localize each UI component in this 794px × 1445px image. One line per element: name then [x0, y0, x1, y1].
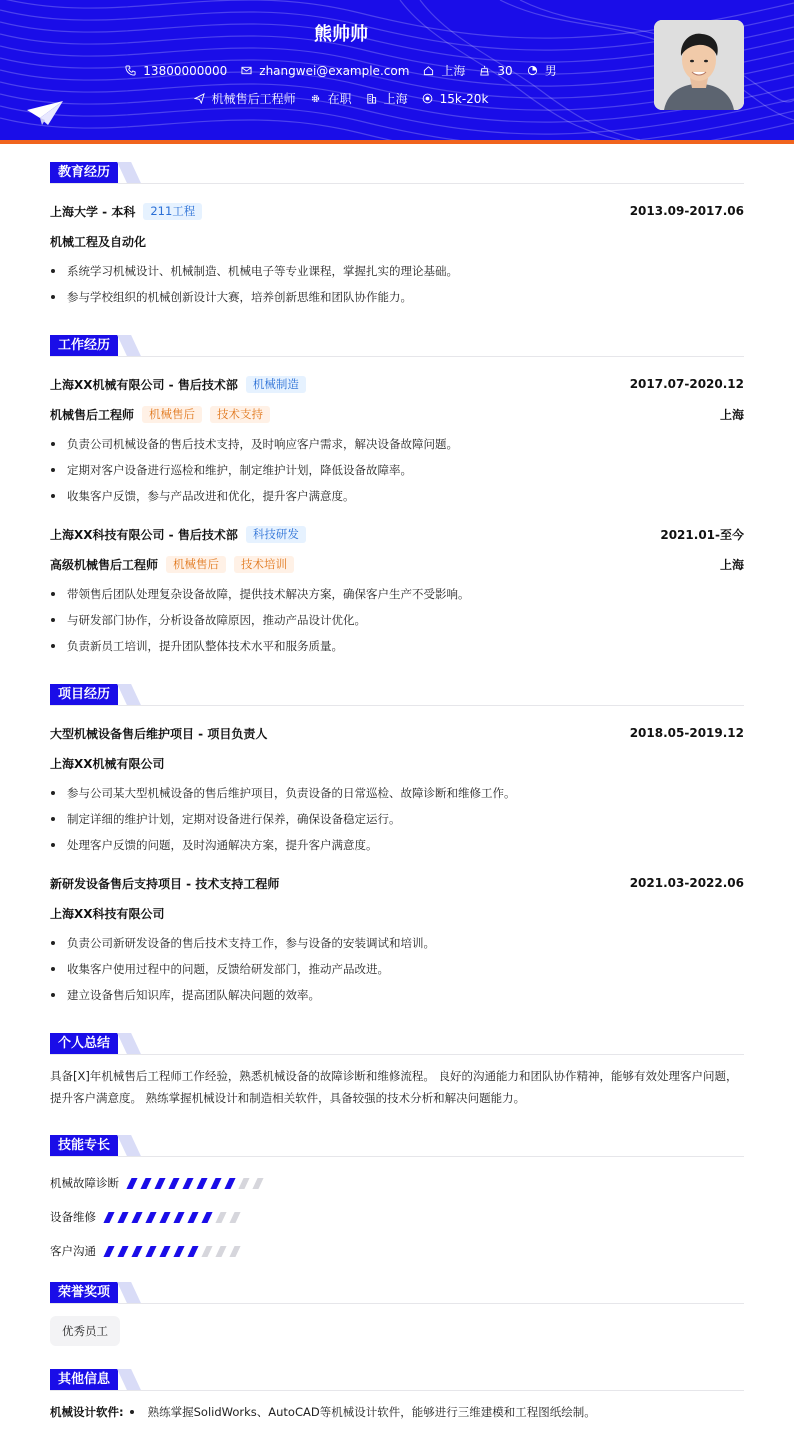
list-item: 收集客户使用过程中的问题，反馈给研发部门，推动产品改进。	[50, 960, 744, 978]
section-title-decoration	[117, 162, 141, 183]
section-title: 个人总结	[50, 1033, 118, 1054]
school-tag: 211工程	[143, 203, 202, 220]
skill-name: 机械故障诊断	[50, 1176, 119, 1190]
gender-item	[527, 62, 557, 79]
salary-text: 15k-20k	[439, 91, 489, 106]
skill-level-segment	[238, 1178, 249, 1189]
skill-level-segment	[103, 1212, 114, 1223]
section-title: 工作经历	[50, 335, 118, 356]
list-item: 负责公司机械设备的售后技术支持，及时响应客户需求，解决设备故障问题。	[50, 435, 744, 453]
project-name: 新研发设备售后支持项目 - 技术支持工程师	[50, 876, 280, 891]
project-name: 大型机械设备售后维护项目 - 项目负责人	[50, 726, 268, 741]
list-item: 系统学习机械设计、机械制造、机械电子等专业课程，掌握扎实的理论基础。	[50, 262, 744, 280]
job-location: 上海	[719, 407, 744, 422]
skill-level-segment	[103, 1246, 114, 1257]
skill-level-segment	[173, 1246, 184, 1257]
job-location: 上海	[719, 557, 744, 572]
skill-level-segment	[187, 1212, 198, 1223]
list-item: 收集客户反馈，参与产品改进和优化，提升客户满意度。	[50, 487, 744, 505]
skill-name: 设备维修	[50, 1210, 96, 1224]
role-tag: 技术培训	[234, 556, 294, 573]
age-item	[479, 64, 512, 78]
major-name: 机械工程及自动化	[50, 234, 147, 249]
job-date: 2021.01-至今	[660, 527, 744, 542]
project-row	[50, 874, 744, 892]
section-title-decoration	[117, 1369, 141, 1390]
skill-level-segment	[131, 1212, 142, 1223]
salary-item	[422, 92, 489, 106]
resume-header	[0, 0, 794, 140]
section-header	[50, 1133, 744, 1157]
skill-level-segment	[117, 1246, 128, 1257]
job-role: 高级机械售后工程师	[50, 557, 159, 572]
skill-level-bar	[106, 1212, 246, 1223]
list-item: 参与公司某大型机械设备的售后维护项目，负责设备的日常巡检、故障诊断和维修工作。	[50, 784, 744, 802]
project-company: 上海XX机械有限公司	[50, 756, 165, 771]
awards-section	[50, 1280, 744, 1338]
project-company-row	[50, 904, 744, 922]
major-row	[50, 232, 744, 250]
skill-level-segment	[131, 1246, 142, 1257]
other-info-key: 机械设计软件:	[50, 1405, 124, 1419]
bullet-dot	[130, 1410, 134, 1414]
skill-level-segment	[140, 1178, 151, 1189]
section-header	[50, 682, 744, 706]
status-text: 在职	[327, 92, 352, 106]
role-tag: 技术支持	[210, 406, 270, 423]
skills-section	[50, 1133, 744, 1258]
education-date: 2013.09-2017.06	[629, 204, 744, 218]
list-item: 带领售后团队处理复杂设备故障，提供技术解决方案，确保客户生产不受影响。	[50, 585, 744, 603]
skill-level-segment	[145, 1246, 156, 1257]
skill-level-segment	[182, 1178, 193, 1189]
section-title-decoration	[117, 1135, 141, 1156]
header-accent-bar	[0, 140, 794, 144]
skill-level-segment	[224, 1178, 235, 1189]
email-item	[241, 64, 409, 78]
section-title-decoration	[117, 335, 141, 356]
company-name: 上海XX机械有限公司 - 售后技术部	[50, 377, 238, 392]
company-name: 上海XX科技有限公司 - 售后技术部	[50, 527, 238, 542]
section-title-decoration	[117, 1033, 141, 1054]
job-company-row	[50, 525, 744, 543]
paper-plane-icon	[26, 100, 64, 126]
list-item: 制定详细的维护计划，定期对设备进行保养，确保设备稳定运行。	[50, 810, 744, 828]
skill-level-segment	[201, 1246, 212, 1257]
summary-section	[50, 1031, 744, 1105]
job-company-row	[50, 375, 744, 393]
city-item	[366, 90, 408, 107]
location-item	[423, 62, 465, 79]
list-item: 处理客户反馈的问题，及时沟通解决方案，提升客户满意度。	[50, 836, 744, 854]
skill-level-segment	[117, 1212, 128, 1223]
section-title: 其他信息	[50, 1369, 118, 1390]
contact-row	[0, 62, 682, 79]
send-icon	[194, 93, 205, 104]
skill-level-bar	[129, 1178, 269, 1189]
section-header	[50, 160, 744, 184]
industry-tag: 科技研发	[246, 526, 306, 543]
skill-level-segment	[168, 1178, 179, 1189]
skill-level-segment	[210, 1178, 221, 1189]
skill-item	[50, 1242, 246, 1260]
section-header	[50, 1280, 744, 1304]
skill-level-segment	[145, 1212, 156, 1223]
job-date: 2017.07-2020.12	[629, 377, 744, 391]
list-item: 与研发部门协作，分析设备故障原因，推动产品设计优化。	[50, 611, 744, 629]
project-date: 2018.05-2019.12	[629, 726, 744, 740]
role-tag: 机械售后	[166, 556, 226, 573]
skill-level-segment	[187, 1246, 198, 1257]
skill-level-segment	[154, 1178, 165, 1189]
job-role: 机械售后工程师	[50, 407, 135, 422]
skill-level-segment	[215, 1212, 226, 1223]
job-item	[194, 90, 296, 107]
job-role-row	[50, 555, 744, 573]
section-header	[50, 1367, 744, 1391]
award-badge: 优秀员工	[50, 1316, 120, 1346]
section-title: 荣誉奖项	[50, 1282, 118, 1303]
other-info-value: 熟练掌握SolidWorks、AutoCAD等机械设计软件，能够进行三维建模和工程图纸绘制。	[147, 1405, 596, 1419]
skill-level-segment	[252, 1178, 263, 1189]
phone-icon	[125, 65, 136, 76]
section-title: 技能专长	[50, 1135, 118, 1156]
project-company: 上海XX科技有限公司	[50, 906, 165, 921]
gender-icon	[527, 65, 538, 76]
skill-name: 客户沟通	[50, 1244, 96, 1258]
job-role-row	[50, 405, 744, 423]
other-section	[50, 1367, 744, 1419]
industry-tag: 机械制造	[246, 376, 306, 393]
gear-icon	[310, 93, 321, 104]
education-row	[50, 202, 744, 220]
phone-text: 13800000000	[143, 63, 228, 78]
section-header	[50, 1031, 744, 1055]
coin-icon	[422, 93, 433, 104]
project-date: 2021.03-2022.06	[629, 876, 744, 890]
other-info-row	[50, 1403, 744, 1421]
project-row	[50, 724, 744, 742]
list-item: 建立设备售后知识库，提高团队解决问题的效率。	[50, 986, 744, 1004]
skill-level-segment	[173, 1212, 184, 1223]
skill-level-segment	[201, 1212, 212, 1223]
skill-level-segment	[126, 1178, 137, 1189]
status-item	[310, 90, 352, 107]
work-section	[50, 333, 744, 653]
list-item: 负责公司新研发设备的售后技术支持工作，参与设备的安装调试和培训。	[50, 934, 744, 952]
building-icon	[366, 93, 377, 104]
skill-level-segment	[229, 1212, 240, 1223]
email-text: zhangwei@example.com	[259, 63, 410, 78]
list-item: 定期对客户设备进行巡检和维护，制定维护计划，降低设备故障率。	[50, 461, 744, 479]
phone-item	[125, 64, 227, 78]
skill-level-segment	[229, 1246, 240, 1257]
list-item: 负责新员工培训，提升团队整体技术水平和服务质量。	[50, 637, 744, 655]
location-text: 上海	[441, 64, 466, 78]
school-name: 上海大学 - 本科	[50, 204, 136, 219]
section-title: 教育经历	[50, 162, 118, 183]
section-title-decoration	[117, 1282, 141, 1303]
age-icon	[479, 65, 490, 76]
skill-item	[50, 1208, 246, 1226]
candidate-name: 熊帅帅	[314, 24, 368, 45]
skill-level-segment	[215, 1246, 226, 1257]
age-text: 30	[497, 63, 513, 78]
skill-level-segment	[159, 1212, 170, 1223]
skill-level-segment	[159, 1246, 170, 1257]
job-text: 机械售后工程师	[211, 92, 296, 106]
projects-section	[50, 682, 744, 1002]
avatar	[654, 20, 744, 110]
avatar-portrait-icon	[654, 20, 744, 110]
education-section	[50, 160, 744, 304]
skill-level-bar	[106, 1246, 246, 1257]
job-row	[0, 90, 682, 107]
skill-item	[50, 1174, 269, 1192]
email-icon	[241, 65, 252, 76]
role-tag: 机械售后	[142, 406, 202, 423]
skill-level-segment	[196, 1178, 207, 1189]
section-title: 项目经历	[50, 684, 118, 705]
summary-text: 具备[X]年机械售后工程师工作经验，熟悉机械设备的故障诊断和维修流程。 良好的沟通能力和团队协作精神，能够有效处理客户问题，提升客户满意度。 熟练掌握机械设计和制造相关软件，具备较强的技术分析和解决问题能力。	[50, 1069, 738, 1105]
section-header	[50, 333, 744, 357]
section-title-decoration	[117, 684, 141, 705]
gender-text: 男	[544, 64, 557, 78]
list-item: 参与学校组织的机械创新设计大赛，培养创新思维和团队协作能力。	[50, 288, 744, 306]
home-icon	[423, 65, 434, 76]
city-text: 上海	[383, 92, 408, 106]
project-company-row	[50, 754, 744, 772]
